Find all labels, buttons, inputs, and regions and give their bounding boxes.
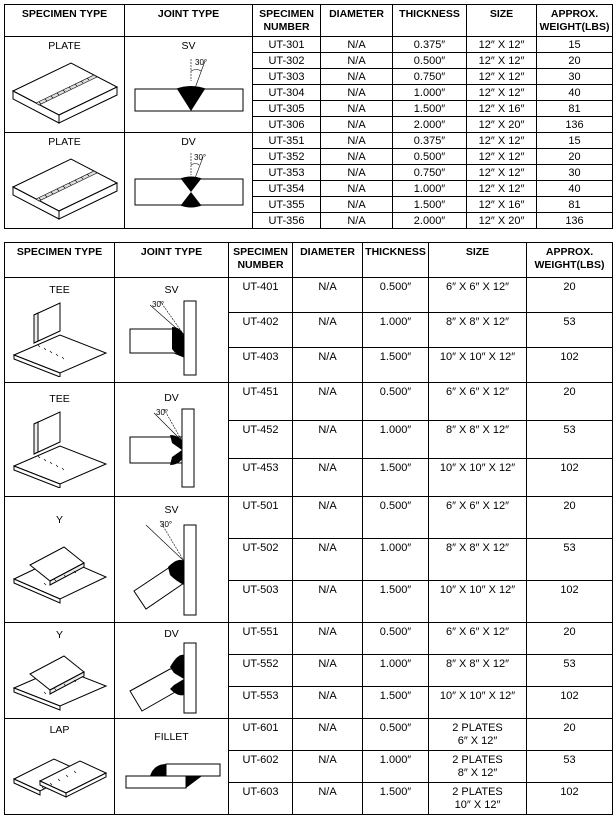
diameter: N/A [321, 197, 393, 213]
size: 8″ X 8″ X 12″ [429, 655, 527, 687]
weight: 53 [527, 421, 613, 459]
thickness: 0.500″ [363, 719, 429, 751]
thickness: 0.750″ [393, 165, 467, 181]
weight: 15 [537, 37, 613, 53]
tee-specimen-drawing [10, 406, 110, 488]
diameter: N/A [321, 37, 393, 53]
size: 12″ X 16″ [467, 101, 537, 117]
table-row [5, 497, 613, 539]
size: 12″ X 12″ [467, 181, 537, 197]
weight: 20 [527, 623, 613, 655]
thickness: 1.000″ [363, 421, 429, 459]
weight: 15 [537, 133, 613, 149]
specimen-type-cell [5, 383, 115, 497]
size: 12″ X 20″ [467, 213, 537, 229]
size: 6″ X 6″ X 12″ [429, 278, 527, 313]
diameter: N/A [293, 313, 363, 348]
weight: 102 [527, 783, 613, 815]
specimen-type-label: LAP [49, 723, 70, 736]
specimen-number: UT-403 [229, 348, 293, 383]
size [429, 719, 527, 751]
weight: 20 [527, 497, 613, 539]
weight: 20 [527, 278, 613, 313]
header-joint-type: JOINT TYPE [125, 5, 253, 37]
specimen-number: UT-302 [253, 53, 321, 69]
size-line-2: 6″ X 12″ [457, 735, 498, 747]
specimen-type-label: TEE [49, 284, 70, 296]
size: 6″ X 6″ X 12″ [429, 497, 527, 539]
weight: 40 [537, 85, 613, 101]
specimen-type-label: Y [55, 628, 63, 641]
y-sv-joint-drawing [120, 517, 224, 617]
size-line-1: 2 PLATES [452, 754, 503, 766]
lap-specimen-drawing [10, 737, 110, 811]
thickness: 0.500″ [393, 53, 467, 69]
table-row [5, 623, 613, 655]
joint-type-cell [115, 623, 229, 719]
header-size: SIZE [467, 5, 537, 37]
size: 6″ X 6″ X 12″ [429, 623, 527, 655]
specimen-number: UT-501 [229, 497, 293, 539]
diameter: N/A [321, 213, 393, 229]
joint-type-label: SV [164, 284, 179, 296]
diameter: N/A [293, 623, 363, 655]
specimen-type-cell [5, 278, 115, 383]
joint-type-label: SV [181, 39, 196, 52]
diameter: N/A [293, 783, 363, 815]
specimen-number: UT-353 [253, 165, 321, 181]
thickness: 1.500″ [393, 197, 467, 213]
specimen-number: UT-401 [229, 278, 293, 313]
table-row [5, 133, 613, 149]
diameter: N/A [321, 117, 393, 133]
specimen-type-cell [5, 497, 115, 623]
header-specimen-type: SPECIMEN TYPE [5, 243, 115, 278]
joint-type-cell [125, 37, 253, 133]
lap-fillet-joint-drawing [120, 744, 224, 804]
diameter: N/A [293, 459, 363, 497]
weight: 102 [527, 348, 613, 383]
specimen-number: UT-603 [229, 783, 293, 815]
size: 10″ X 10″ X 12″ [429, 687, 527, 719]
weight: 40 [537, 181, 613, 197]
diameter: N/A [293, 497, 363, 539]
thickness: 0.500″ [363, 278, 429, 313]
joint-type-label: SV [164, 503, 179, 516]
specimen-type-cell [5, 133, 125, 229]
size [429, 751, 527, 783]
size: 12″ X 12″ [467, 85, 537, 101]
diameter: N/A [293, 383, 363, 421]
thickness: 1.000″ [363, 751, 429, 783]
diameter: N/A [293, 687, 363, 719]
header-weight: APPROX. WEIGHT(LBS) [537, 5, 613, 37]
diameter: N/A [293, 421, 363, 459]
diameter: N/A [293, 348, 363, 383]
header-joint-type: JOINT TYPE [115, 243, 229, 278]
size: 10″ X 10″ X 12″ [429, 348, 527, 383]
weight: 20 [537, 53, 613, 69]
specimen-type-label: PLATE [48, 135, 81, 148]
specimen-type-label: Y [55, 513, 63, 526]
diameter: N/A [321, 69, 393, 85]
diameter: N/A [293, 751, 363, 783]
weight: 53 [527, 751, 613, 783]
size: 12″ X 12″ [467, 53, 537, 69]
size: 12″ X 12″ [467, 37, 537, 53]
tee-y-lap-specimen-table [4, 242, 613, 815]
plate-specimen-drawing [9, 53, 121, 131]
angle-label: 30° [155, 407, 168, 417]
header-weight: APPROX. WEIGHT(LBS) [527, 243, 613, 278]
thickness: 0.500″ [363, 497, 429, 539]
specimen-number: UT-354 [253, 181, 321, 197]
thickness: 2.000″ [393, 117, 467, 133]
specimen-number: UT-451 [229, 383, 293, 421]
weight: 136 [537, 213, 613, 229]
thickness: 1.000″ [363, 313, 429, 348]
specimen-number: UT-551 [229, 623, 293, 655]
specimen-number: UT-502 [229, 539, 293, 581]
specimen-number: UT-503 [229, 581, 293, 623]
diameter: N/A [321, 53, 393, 69]
size: 12″ X 12″ [467, 133, 537, 149]
diameter: N/A [293, 581, 363, 623]
size: 12″ X 16″ [467, 197, 537, 213]
weight: 81 [537, 197, 613, 213]
joint-type-label: FILLET [154, 730, 189, 743]
y-specimen-drawing [10, 642, 110, 714]
specimen-number: UT-352 [253, 149, 321, 165]
joint-type-label: DV [181, 135, 196, 148]
specimen-number: UT-402 [229, 313, 293, 348]
specimen-number: UT-304 [253, 85, 321, 101]
weight: 20 [537, 149, 613, 165]
specimen-type-cell [5, 37, 125, 133]
specimen-type-label: TEE [49, 392, 70, 405]
size: 6″ X 6″ X 12″ [429, 383, 527, 421]
diameter: N/A [293, 539, 363, 581]
specimen-type-cell [5, 623, 115, 719]
size: 12″ X 20″ [467, 117, 537, 133]
size: 10″ X 10″ X 12″ [429, 581, 527, 623]
weight: 20 [527, 719, 613, 751]
header-thickness: THICKNESS [393, 5, 467, 37]
diameter: N/A [321, 101, 393, 117]
size-line-1: 2 PLATES [452, 722, 503, 734]
thickness: 1.500″ [363, 783, 429, 815]
thickness: 1.000″ [393, 85, 467, 101]
diameter: N/A [321, 85, 393, 101]
thickness: 1.500″ [363, 348, 429, 383]
specimen-number: UT-553 [229, 687, 293, 719]
header-specimen-number: SPECIMEN NUMBER [229, 243, 293, 278]
specimen-number: UT-452 [229, 421, 293, 459]
specimen-number: UT-305 [253, 101, 321, 117]
table-row [5, 383, 613, 421]
header-thickness: THICKNESS [363, 243, 429, 278]
weight: 30 [537, 69, 613, 85]
diameter: N/A [321, 181, 393, 197]
weight: 136 [537, 117, 613, 133]
thickness: 0.500″ [363, 623, 429, 655]
size: 8″ X 8″ X 12″ [429, 421, 527, 459]
joint-type-cell [115, 278, 229, 383]
specimen-number: UT-303 [253, 69, 321, 85]
y-dv-joint-drawing [120, 641, 224, 715]
header-specimen-type: SPECIMEN TYPE [5, 5, 125, 37]
size: 8″ X 8″ X 12″ [429, 539, 527, 581]
size-line-2: 10″ X 12″ [454, 799, 501, 811]
specimen-number: UT-301 [253, 37, 321, 53]
weight: 53 [527, 655, 613, 687]
thickness: 2.000″ [393, 213, 467, 229]
specimen-type-label: PLATE [48, 39, 81, 52]
joint-type-cell [115, 497, 229, 623]
angle-label: 30° [193, 152, 206, 162]
diameter: N/A [321, 165, 393, 181]
plate-specimen-drawing [9, 149, 121, 227]
weight: 81 [537, 101, 613, 117]
size-line-1: 2 PLATES [452, 786, 503, 798]
size [429, 783, 527, 815]
thickness: 0.500″ [363, 383, 429, 421]
thickness: 1.500″ [363, 459, 429, 497]
thickness: 1.000″ [363, 539, 429, 581]
size: 10″ X 10″ X 12″ [429, 459, 527, 497]
weight: 102 [527, 687, 613, 719]
diameter: N/A [321, 149, 393, 165]
thickness: 1.500″ [393, 101, 467, 117]
thickness: 1.500″ [363, 687, 429, 719]
dv-joint-drawing [129, 149, 249, 227]
specimen-number: UT-601 [229, 719, 293, 751]
tee-specimen-drawing [10, 297, 110, 377]
size: 12″ X 12″ [467, 149, 537, 165]
angle-label: 30° [194, 57, 207, 67]
joint-type-cell [115, 383, 229, 497]
diameter: N/A [293, 719, 363, 751]
angle-label: 30° [159, 519, 172, 529]
diameter: N/A [293, 655, 363, 687]
specimen-type-cell [5, 719, 115, 815]
joint-type-cell [125, 133, 253, 229]
thickness: 0.750″ [393, 69, 467, 85]
size: 8″ X 8″ X 12″ [429, 313, 527, 348]
weight: 53 [527, 539, 613, 581]
diameter: N/A [321, 133, 393, 149]
header-diameter: DIAMETER [321, 5, 393, 37]
header-size: SIZE [429, 243, 527, 278]
header-diameter: DIAMETER [293, 243, 363, 278]
header-row [5, 243, 613, 278]
thickness: 0.375″ [393, 37, 467, 53]
thickness: 1.000″ [393, 181, 467, 197]
size: 12″ X 12″ [467, 165, 537, 181]
weight: 20 [527, 383, 613, 421]
angle-label: 30° [151, 300, 164, 309]
weight: 102 [527, 581, 613, 623]
specimen-number: UT-355 [253, 197, 321, 213]
thickness: 0.375″ [393, 133, 467, 149]
joint-type-label: DV [164, 627, 179, 640]
thickness: 1.500″ [363, 581, 429, 623]
weight: 102 [527, 459, 613, 497]
plate-specimen-table [4, 4, 613, 229]
tee-dv-joint-drawing [120, 405, 224, 489]
size-line-2: 8″ X 12″ [457, 767, 498, 779]
joint-type-cell [115, 719, 229, 815]
size: 12″ X 12″ [467, 69, 537, 85]
thickness: 1.000″ [363, 655, 429, 687]
specimen-number: UT-356 [253, 213, 321, 229]
header-row [5, 5, 613, 37]
specimen-number: UT-453 [229, 459, 293, 497]
specimen-number: UT-351 [253, 133, 321, 149]
specimen-number: UT-602 [229, 751, 293, 783]
sv-joint-drawing [129, 53, 249, 131]
thickness: 0.500″ [393, 149, 467, 165]
weight: 30 [537, 165, 613, 181]
specimen-number: UT-552 [229, 655, 293, 687]
y-specimen-drawing [10, 527, 110, 607]
table-row [5, 719, 613, 751]
table-row [5, 37, 613, 53]
specimen-number: UT-306 [253, 117, 321, 133]
header-specimen-number: SPECIMEN NUMBER [253, 5, 321, 37]
table-row [5, 278, 613, 313]
joint-type-label: DV [164, 391, 179, 404]
tee-sv-joint-drawing [120, 297, 224, 377]
diameter: N/A [293, 278, 363, 313]
weight: 53 [527, 313, 613, 348]
